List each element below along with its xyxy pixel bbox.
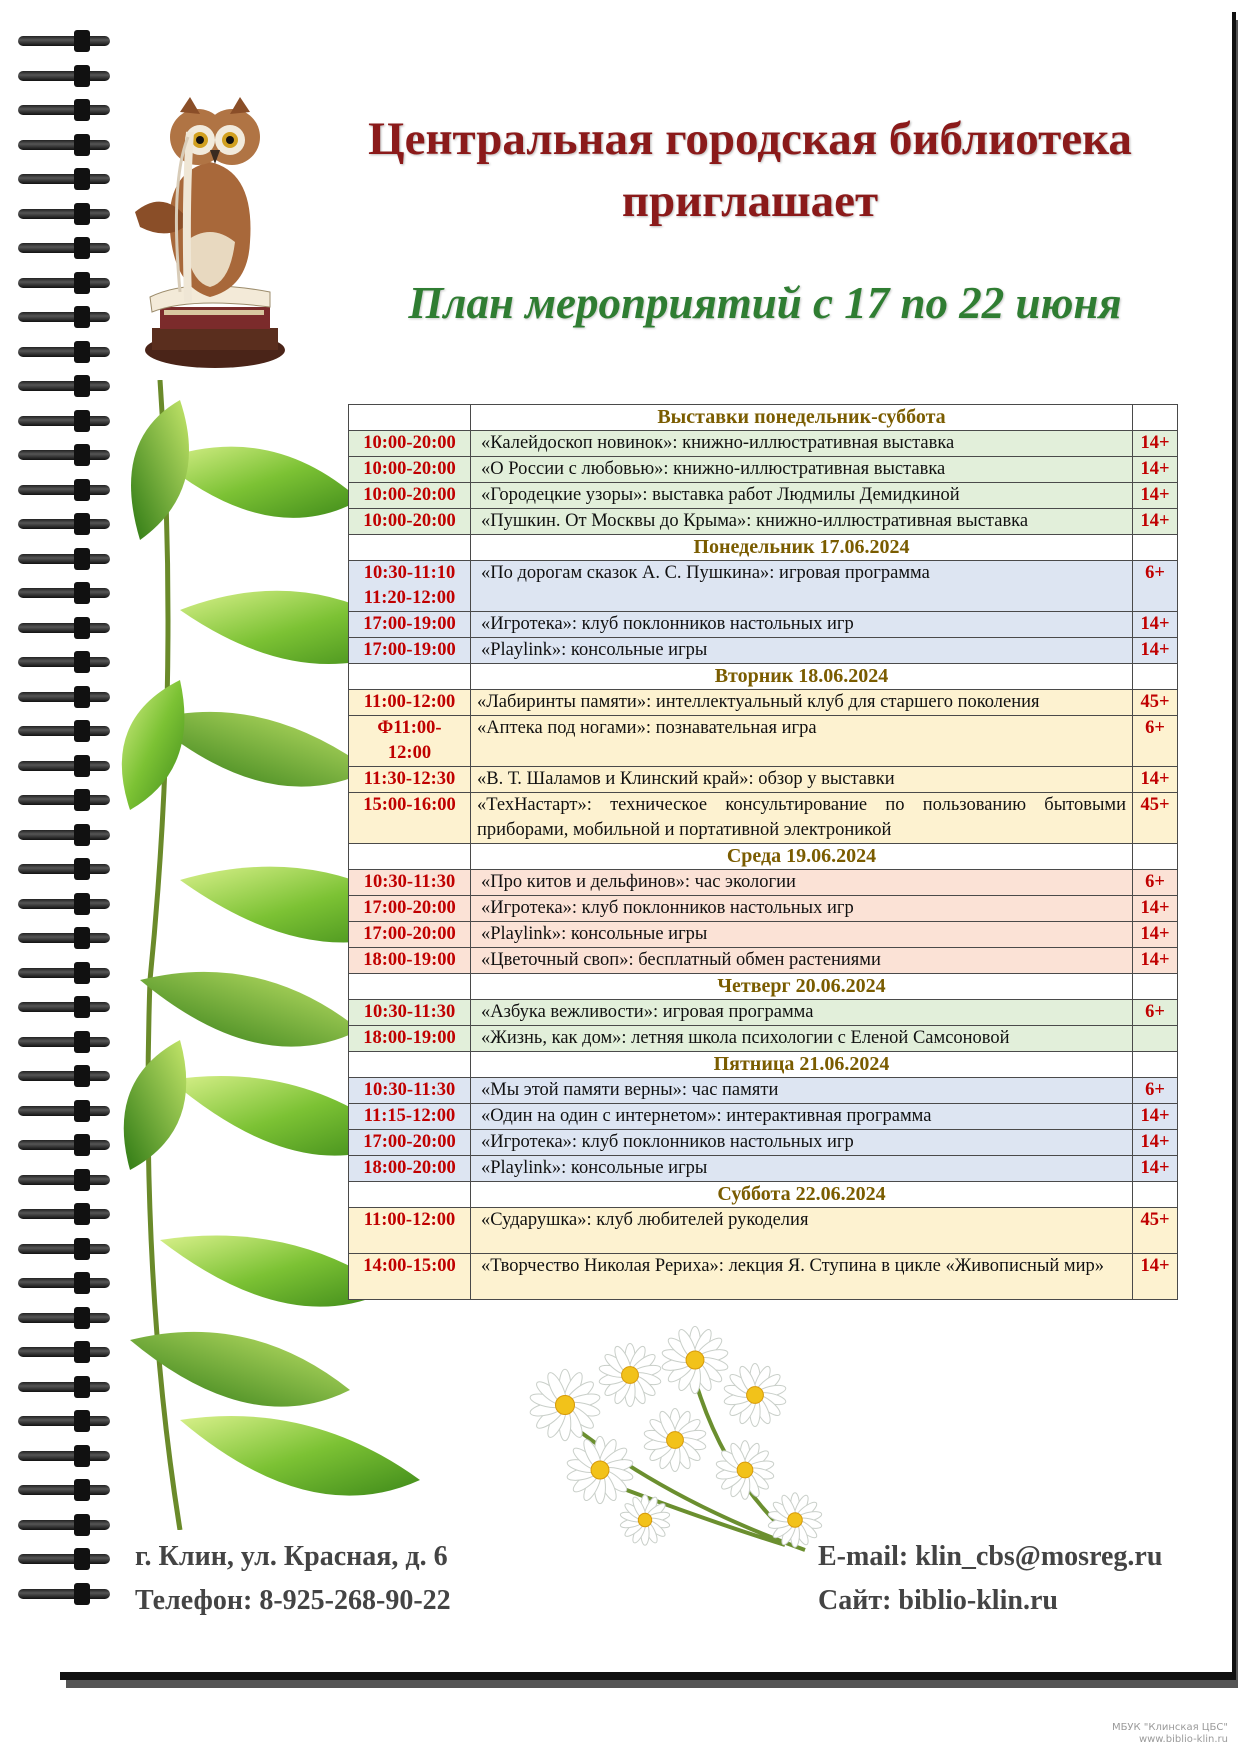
event-title: «Мы этой памяти верны»: час памяти <box>471 1078 1133 1104</box>
event-age: 45+ <box>1133 1208 1178 1254</box>
event-row <box>349 1156 1178 1182</box>
event-time: 10:30-11:30 <box>349 1078 471 1104</box>
event-age: 14+ <box>1133 638 1178 664</box>
event-title: «Playlink»: консольные игры <box>471 922 1133 948</box>
spiral-ring <box>18 1065 110 1087</box>
section-header-row <box>349 1182 1178 1208</box>
section-heading: Выставки понедельник-суббота <box>471 405 1133 431</box>
spiral-ring <box>18 1100 110 1122</box>
event-row <box>349 1026 1178 1052</box>
event-age: 14+ <box>1133 1130 1178 1156</box>
event-age: 14+ <box>1133 457 1178 483</box>
event-age: 14+ <box>1133 922 1178 948</box>
event-age: 14+ <box>1133 612 1178 638</box>
footer-address: г. Клин, ул. Красная, д. 6 <box>135 1541 448 1572</box>
event-title: «В. Т. Шаламов и Клинский край»: обзор у выставки <box>471 767 1133 793</box>
spiral-ring <box>18 996 110 1018</box>
event-row <box>349 431 1178 457</box>
event-row <box>349 767 1178 793</box>
spiral-ring <box>18 548 110 570</box>
event-time: 11:00-12:00 <box>349 690 471 716</box>
section-header-empty <box>349 535 471 561</box>
section-header-empty <box>1133 1182 1178 1208</box>
spiral-ring <box>18 168 110 190</box>
event-row <box>349 1104 1178 1130</box>
event-row <box>349 922 1178 948</box>
event-age: 14+ <box>1133 431 1178 457</box>
spiral-ring <box>18 1445 110 1467</box>
spiral-ring <box>18 341 110 363</box>
spiral-ring <box>18 1238 110 1260</box>
event-age: 14+ <box>1133 896 1178 922</box>
spiral-ring <box>18 375 110 397</box>
event-row <box>349 1130 1178 1156</box>
event-row <box>349 870 1178 896</box>
event-title: «Аптека под ногами»: познавательная игра <box>471 716 1133 767</box>
spiral-ring <box>18 1548 110 1570</box>
event-age: 6+ <box>1133 716 1178 767</box>
spiral-ring <box>18 789 110 811</box>
event-title: «Один на один с интернетом»: интерактивная программа <box>471 1104 1133 1130</box>
event-row <box>349 793 1178 844</box>
event-age: 45+ <box>1133 793 1178 844</box>
events-schedule-table <box>348 404 1178 1300</box>
footer-contacts-right <box>818 1535 1162 1623</box>
spiral-ring <box>18 1341 110 1363</box>
spiral-ring <box>18 30 110 52</box>
spiral-ring <box>18 203 110 225</box>
spiral-ring <box>18 513 110 535</box>
spiral-ring <box>18 617 110 639</box>
event-time: 11:15-12:00 <box>349 1104 471 1130</box>
spiral-ring <box>18 479 110 501</box>
event-title: «Калейдоскоп новинок»: книжно-иллюстративная выставка <box>471 431 1133 457</box>
daisies-image <box>505 1320 835 1560</box>
event-age: 14+ <box>1133 1156 1178 1182</box>
event-row <box>349 1208 1178 1254</box>
event-title: «По дорогам сказок А. С. Пушкина»: игровая программа <box>471 561 1133 612</box>
section-header-empty <box>349 844 471 870</box>
event-time: 10:00-20:00 <box>349 509 471 535</box>
event-time: 10:30-11:30 <box>349 1000 471 1026</box>
spiral-ring <box>18 582 110 604</box>
spiral-ring <box>18 134 110 156</box>
spiral-ring <box>18 1272 110 1294</box>
event-age <box>1133 1026 1178 1052</box>
event-row <box>349 612 1178 638</box>
spiral-ring <box>18 1307 110 1329</box>
section-header-row <box>349 1052 1178 1078</box>
spiral-ring <box>18 1410 110 1432</box>
section-heading: Среда 19.06.2024 <box>471 844 1133 870</box>
event-time: 17:00-20:00 <box>349 1130 471 1156</box>
spiral-ring <box>18 1031 110 1053</box>
footer-email: E-mail: klin_cbs@mosreg.ru <box>818 1541 1163 1572</box>
event-row <box>349 1078 1178 1104</box>
event-time: 10:30-11:10 11:20-12:00 <box>349 561 471 612</box>
section-header-empty <box>1133 1052 1178 1078</box>
section-header-row <box>349 405 1178 431</box>
section-header-empty <box>1133 535 1178 561</box>
spiral-ring <box>18 893 110 915</box>
spiral-ring <box>18 824 110 846</box>
spiral-ring <box>18 1583 110 1605</box>
event-row <box>349 483 1178 509</box>
event-title: «Творчество Николая Рериха»: лекция Я. Ступина в цикле «Живописный мир» <box>471 1254 1133 1300</box>
title-line-1: Центральная городская библиотека <box>368 113 1132 165</box>
event-title: «Лабиринты памяти»: интеллектуальный клуб для старшего поколения <box>471 690 1133 716</box>
event-age: 6+ <box>1133 870 1178 896</box>
event-row <box>349 638 1178 664</box>
event-time: 10:00-20:00 <box>349 431 471 457</box>
event-age: 14+ <box>1133 948 1178 974</box>
event-age: 14+ <box>1133 1254 1178 1300</box>
event-row <box>349 948 1178 974</box>
section-header-empty <box>349 1052 471 1078</box>
spiral-ring <box>18 1203 110 1225</box>
event-row <box>349 1254 1178 1300</box>
event-time: 11:00-12:00 <box>349 1208 471 1254</box>
section-heading: Суббота 22.06.2024 <box>471 1182 1133 1208</box>
section-heading: Вторник 18.06.2024 <box>471 664 1133 690</box>
section-header-row <box>349 974 1178 1000</box>
event-time: 17:00-19:00 <box>349 612 471 638</box>
spiral-ring <box>18 686 110 708</box>
section-header-empty <box>349 1182 471 1208</box>
event-title: «Городецкие узоры»: выставка работ Людмилы Демидкиной <box>471 483 1133 509</box>
section-header-empty <box>1133 405 1178 431</box>
event-age: 45+ <box>1133 690 1178 716</box>
footer-site: Сайт: biblio-klin.ru <box>818 1585 1058 1616</box>
event-title: «ТехНастарт»: техническое консультирование по пользованию бытовыми приборами, мобильной и портативной электроникой <box>471 793 1133 844</box>
spiral-ring <box>18 65 110 87</box>
event-age: 14+ <box>1133 1104 1178 1130</box>
spiral-ring <box>18 1479 110 1501</box>
event-title: «Игротека»: клуб поклонников настольных игр <box>471 612 1133 638</box>
owl-on-books-image <box>130 92 300 377</box>
event-row <box>349 1000 1178 1026</box>
event-title: «Playlink»: консольные игры <box>471 1156 1133 1182</box>
spiral-ring <box>18 927 110 949</box>
spiral-ring <box>18 1169 110 1191</box>
section-header-empty <box>1133 974 1178 1000</box>
section-heading: Пятница 21.06.2024 <box>471 1052 1133 1078</box>
spiral-ring <box>18 306 110 328</box>
event-time: 18:00-19:00 <box>349 1026 471 1052</box>
event-time: 18:00-19:00 <box>349 948 471 974</box>
event-time: Ф11:00- 12:00 <box>349 716 471 767</box>
event-age: 14+ <box>1133 767 1178 793</box>
event-time: 17:00-20:00 <box>349 922 471 948</box>
event-time: 10:00-20:00 <box>349 457 471 483</box>
section-header-row <box>349 664 1178 690</box>
spiral-ring <box>18 962 110 984</box>
event-time: 15:00-16:00 <box>349 793 471 844</box>
event-row <box>349 509 1178 535</box>
section-header-empty <box>1133 844 1178 870</box>
event-time: 11:30-12:30 <box>349 767 471 793</box>
section-header-empty <box>349 974 471 1000</box>
event-age: 6+ <box>1133 561 1178 612</box>
event-row <box>349 457 1178 483</box>
spiral-ring <box>18 858 110 880</box>
watermark-line-1: МБУК "Клинская ЦБС" <box>1111 1722 1228 1733</box>
footer-phone: Телефон: 8-925-268-90-22 <box>135 1585 451 1616</box>
event-title: «Про китов и дельфинов»: час экологии <box>471 870 1133 896</box>
watermark-line-2: www.biblio-klin.ru <box>1138 1734 1228 1745</box>
event-age: 6+ <box>1133 1078 1178 1104</box>
event-title: «О России с любовью»: книжно-иллюстративная выставка <box>471 457 1133 483</box>
event-time: 17:00-19:00 <box>349 638 471 664</box>
event-title: «Азбука вежливости»: игровая программа <box>471 1000 1133 1026</box>
event-time: 18:00-20:00 <box>349 1156 471 1182</box>
section-heading: Четверг 20.06.2024 <box>471 974 1133 1000</box>
event-title: «Цветочный своп»: бесплатный обмен растениями <box>471 948 1133 974</box>
section-header-empty <box>349 664 471 690</box>
page-subtitle: План мероприятий с 17 по 22 июня <box>408 278 1122 328</box>
event-title: «Игротека»: клуб поклонников настольных игр <box>471 896 1133 922</box>
spiral-ring <box>18 237 110 259</box>
spiral-ring <box>18 1514 110 1536</box>
event-time: 10:30-11:30 <box>349 870 471 896</box>
footer-contacts-left <box>135 1535 451 1623</box>
spiral-ring <box>18 444 110 466</box>
event-age: 14+ <box>1133 483 1178 509</box>
spiral-ring <box>18 99 110 121</box>
event-row <box>349 561 1178 612</box>
event-title: «Жизнь, как дом»: летняя школа психологии с Еленой Самсоновой <box>471 1026 1133 1052</box>
page-title <box>290 108 1210 232</box>
event-title: «Пушкин. От Москвы до Крыма»: книжно-иллюстративная выставка <box>471 509 1133 535</box>
spiral-ring <box>18 651 110 673</box>
event-row <box>349 690 1178 716</box>
event-time: 10:00-20:00 <box>349 483 471 509</box>
section-header-empty <box>349 405 471 431</box>
section-header-empty <box>1133 664 1178 690</box>
section-header-row <box>349 844 1178 870</box>
event-row <box>349 896 1178 922</box>
watermark <box>1112 1722 1228 1746</box>
event-row <box>349 716 1178 767</box>
spiral-ring <box>18 720 110 742</box>
event-age: 6+ <box>1133 1000 1178 1026</box>
title-line-2: приглашает <box>621 175 879 227</box>
spiral-ring <box>18 1376 110 1398</box>
event-age: 14+ <box>1133 509 1178 535</box>
section-heading: Понедельник 17.06.2024 <box>471 535 1133 561</box>
spiral-ring <box>18 410 110 432</box>
spiral-ring <box>18 755 110 777</box>
event-title: «Сударушка»: клуб любителей рукоделия <box>471 1208 1133 1254</box>
spiral-binding <box>18 30 110 1630</box>
event-title: «Игротека»: клуб поклонников настольных игр <box>471 1130 1133 1156</box>
event-time: 14:00-15:00 <box>349 1254 471 1300</box>
event-title: «Playlink»: консольные игры <box>471 638 1133 664</box>
spiral-ring <box>18 272 110 294</box>
spiral-ring <box>18 1134 110 1156</box>
section-header-row <box>349 535 1178 561</box>
event-time: 17:00-20:00 <box>349 896 471 922</box>
